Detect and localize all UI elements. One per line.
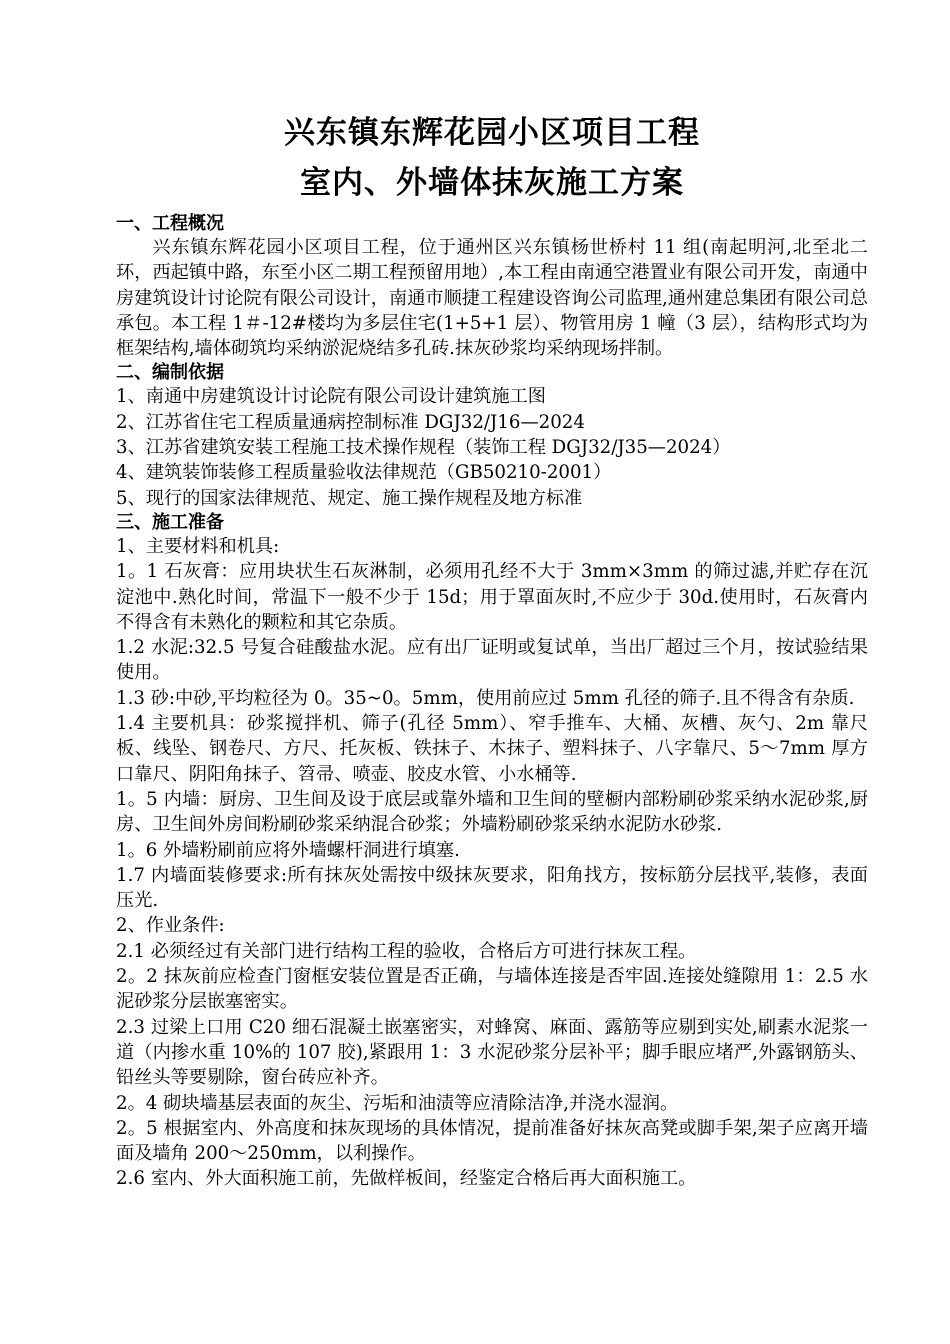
paragraph: 1.4 主要机具：砂浆搅拌机、筛子(孔径 5mm）、窄手推车、大桶、灰槽、灰勺、2m 靠尺板、线坠、钢卷尺、方尺、托灰板、铁抹子、木抹子、塑料抹子、八字靠尺、5～7mm 厚方口靠尺、阴阳角抹子、笤帚、喷壶、胶皮水管、小水桶等. <box>116 713 868 785</box>
section-preparation <box>116 511 868 1192</box>
paragraph: 2、作业条件: <box>116 915 225 937</box>
document-subtitle: 室内、外墙体抹灰施工方案 <box>300 165 684 201</box>
paragraph: 1.2 水泥:32.5 号复合硅酸盐水泥。应有出厂证明或复试单，当出厂超过三个月，按试验结果使用。 <box>116 637 868 684</box>
paragraph: 1.7 内墙面装修要求:所有抹灰处需按中级抹灰要求，阳角找方，按标筋分层找平,装修，表面压光. <box>116 864 868 912</box>
list-item: 3、江苏省建筑安装工程施工技术操作规程（装饰工程 DGJ32/J35—2024） <box>116 437 731 459</box>
document-body <box>116 212 868 1192</box>
list-item: 4、建筑装饰装修工程质量验收法律规范（GB50210-2001） <box>116 462 612 484</box>
paragraph: 2.3 过梁上口用 C20 细石混凝土嵌塞密实，对蜂窝、麻面、露筋等应剔到实处,刷素水泥浆一道（内掺水重 10%的 107 胶),紧跟用 1：3 水泥砂浆分层补平；脚手眼应堵严,外露钢筋头、铅丝头等要剔除，窗台砖应补齐。 <box>116 1016 868 1089</box>
section-basis <box>116 361 868 510</box>
paragraph: 1.3 砂:中砂,平均粒径为 0。35~0。5mm，使用前应过 5mm 孔径的筛子.且不得含有杂质. <box>116 687 855 709</box>
section-heading: 三、施工准备 <box>116 511 224 533</box>
list-item: 1、南通中房建筑设计讨论院有限公司设计建筑施工图 <box>116 386 546 408</box>
paragraph: 1、主要材料和机具: <box>116 535 280 557</box>
paragraph: 2。5 根据室内、外高度和抹灰现场的具体情况，提前准备好抹灰高凳或脚手架,架子应离开墙面及墙角 200～250mm，以利操作。 <box>116 1117 868 1165</box>
paragraph: 2。4 砌块墙基层表面的灰尘、污垢和油渍等应清除洁净,并浇水湿润。 <box>116 1092 679 1114</box>
list-item: 2、江苏省住宅工程质量通病控制标准 DGJ32/J16—2024 <box>116 411 585 433</box>
paragraph: 1。1 石灰膏：应用块状生石灰淋制，必须用孔经不大于 3mm×3mm 的筛过滤,并贮存在沉淀池中.熟化时间，常温下一般不少于 15d；用于罩面灰时,不应少于 30d.使用时，石灰膏内不得含有未熟化的颗粒和其它杂质。 <box>116 561 868 633</box>
section-overview <box>116 212 868 361</box>
paragraph: 2.1 必须经过有关部门进行结构工程的验收，合格后方可进行抹灰工程。 <box>116 940 697 962</box>
list-item: 5、现行的国家法律规范、规定、施工操作规程及地方标准 <box>116 487 583 509</box>
paragraph: 2.6 室内、外大面积施工前，先做样板间，经鉴定合格后再大面积施工。 <box>116 1168 697 1190</box>
paragraph: 1。6 外墙粉刷前应将外墙螺杆洞进行填塞. <box>116 839 460 861</box>
paragraph: 2。2 抹灰前应检查门窗框安装位置是否正确，与墙体连接是否牢固.连接处缝隙用 1：2.5 水泥砂浆分层嵌塞密实。 <box>116 966 868 1013</box>
section-heading: 一、工程概况 <box>116 213 224 234</box>
section-heading: 二、编制依据 <box>116 362 224 384</box>
paragraph: 1。5 内墙：厨房、卫生间及设于底层或靠外墙和卫生间的壁橱内部粉刷砂浆采纳水泥砂浆,厨房、卫生间外房间粉刷砂浆采纳混合砂浆；外墙粉刷砂浆采纳水泥防水砂浆. <box>116 788 868 836</box>
document-page <box>116 108 868 1192</box>
paragraph: 兴东镇东辉花园小区项目工程，位于通州区兴东镇杨世桥村 11 组(南起明河,北至北二环，西起镇中路，东至小区二期工程预留用地）,本工程由南通空港置业有限公司开发，南通中房建筑设计讨论院有限公司设计，南通市顺捷工程建设咨询公司监理,通州建总集团有限公司总承包。本工程 1＃-12#楼均为多层住宅(1+5+1 层）、物管用房 1 幢（3 层），结构形式均为框架结构,墙体砌筑均采纳淤泥烧结多孔砖.抹灰砂浆均采纳现场拌制。 <box>116 237 868 360</box>
document-title: 兴东镇东辉花园小区项目工程 <box>284 115 700 151</box>
